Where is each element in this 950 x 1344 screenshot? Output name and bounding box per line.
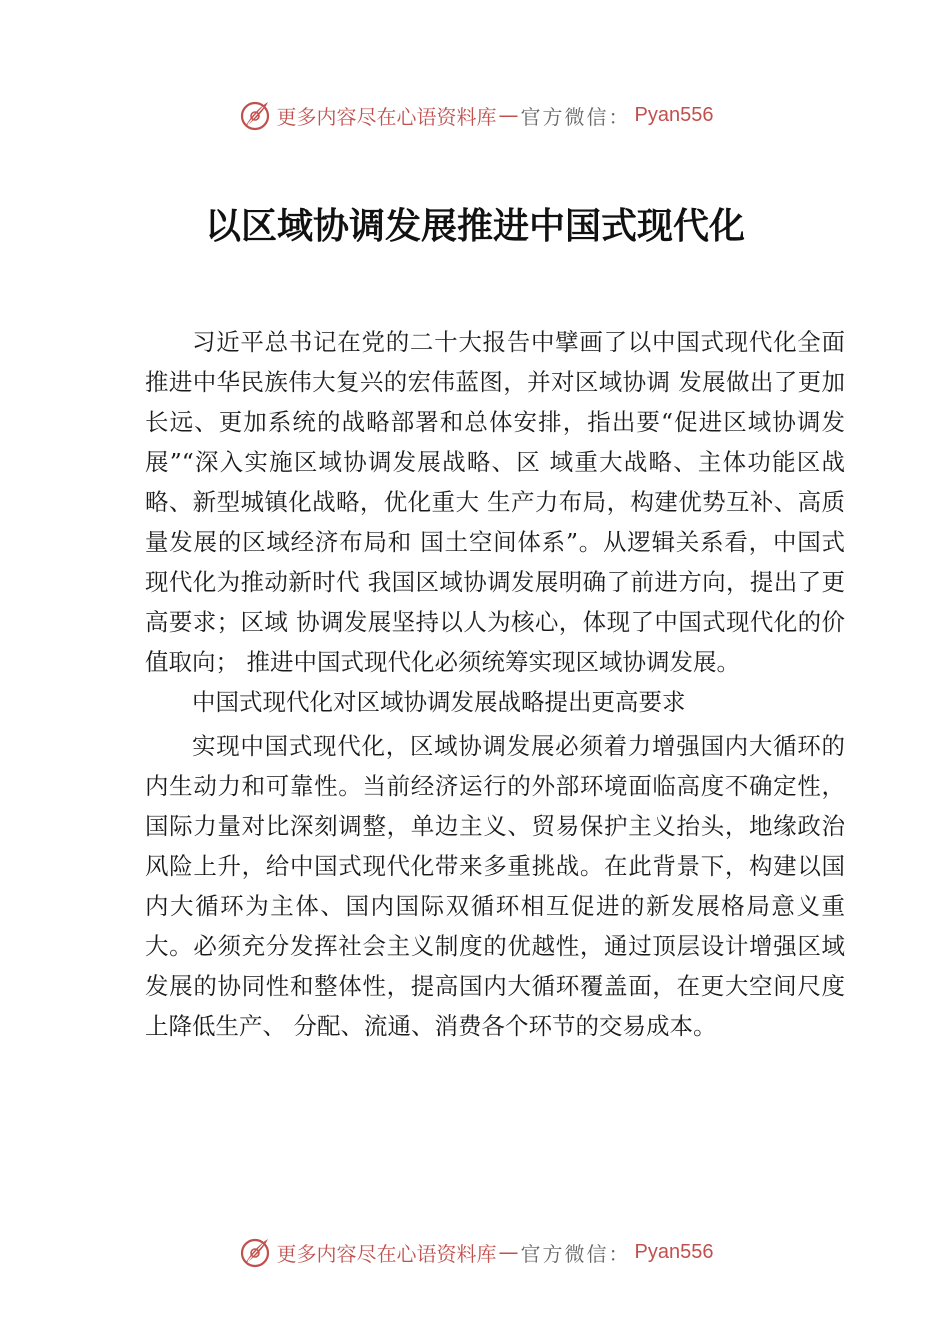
document-title: 以区域协调发展推进中国式现代化 — [204, 206, 745, 247]
banner-slogan: 更多内容尽在心语资料库 — [276, 104, 497, 129]
body-paragraph: 习近平总书记在党的二十大报告中擘画了以中国式现代化全面推进中华民族伟大复兴的宏伟蓝图，并对区域协调 发展做出了更加长远、更加系统的战略部署和总体安排，指出要“促进区域协调发展”“深入实施区域协调发展战略、区 域重大战略、主体功能区战略、新型城镇化战略，优化重大 生产力布局，构建优势互补、高质量发展的区域经济布局和 国土空间体系”。从逻辑关系看，中国式现代化为推动新时代 我国区域协调发展明确了前进方向，提出了更高要求；区域 协调发展坚持以人为核心，体现了中国式现代化的价值取向； 推进中国式现代化必须统筹实现区域协调发展。 — [145, 328, 845, 676]
banner-separator: — — [498, 103, 519, 127]
header-banner — [0, 95, 950, 135]
banner-separator: — — [498, 1240, 519, 1264]
banner-wechat-label: 官方微信： — [520, 104, 631, 129]
body-paragraph: 实现中国式现代化，区域协调发展必须着力增强国内大循环的内生动力和可靠性。当前经济运行的外部环境面临高度不确定性，国际力量对比深刻调整，单边主义、贸易保护主义抬头，地缘政治风险上升，给中国式现代化带来多重挑战。在此背景下，构建以国内大循环为主体、国内国际双循环相互促进的新发展格局意义重大。必须充分发挥社会主义制度的优越性，通过顶层设计增强区域发展的协同性和整体性，提高国内大循环覆盖面，在更大空间尺度上降低生产、 分配、流通、消费各个环节的交易成本。 — [145, 732, 845, 1040]
feather-pen-logo-icon — [237, 1234, 273, 1270]
feather-pen-logo-icon — [237, 97, 273, 133]
banner-wechat-id: Pyan556 — [634, 103, 714, 126]
document-body — [145, 322, 845, 1046]
banner-wechat-label: 官方微信： — [520, 1241, 631, 1266]
footer-banner — [0, 1232, 950, 1272]
banner-wechat-id: Pyan556 — [634, 1240, 714, 1263]
banner-slogan: 更多内容尽在心语资料库 — [276, 1241, 497, 1266]
section-subheading: 中国式现代化对区域协调发展战略提出更高要求 — [192, 688, 686, 716]
